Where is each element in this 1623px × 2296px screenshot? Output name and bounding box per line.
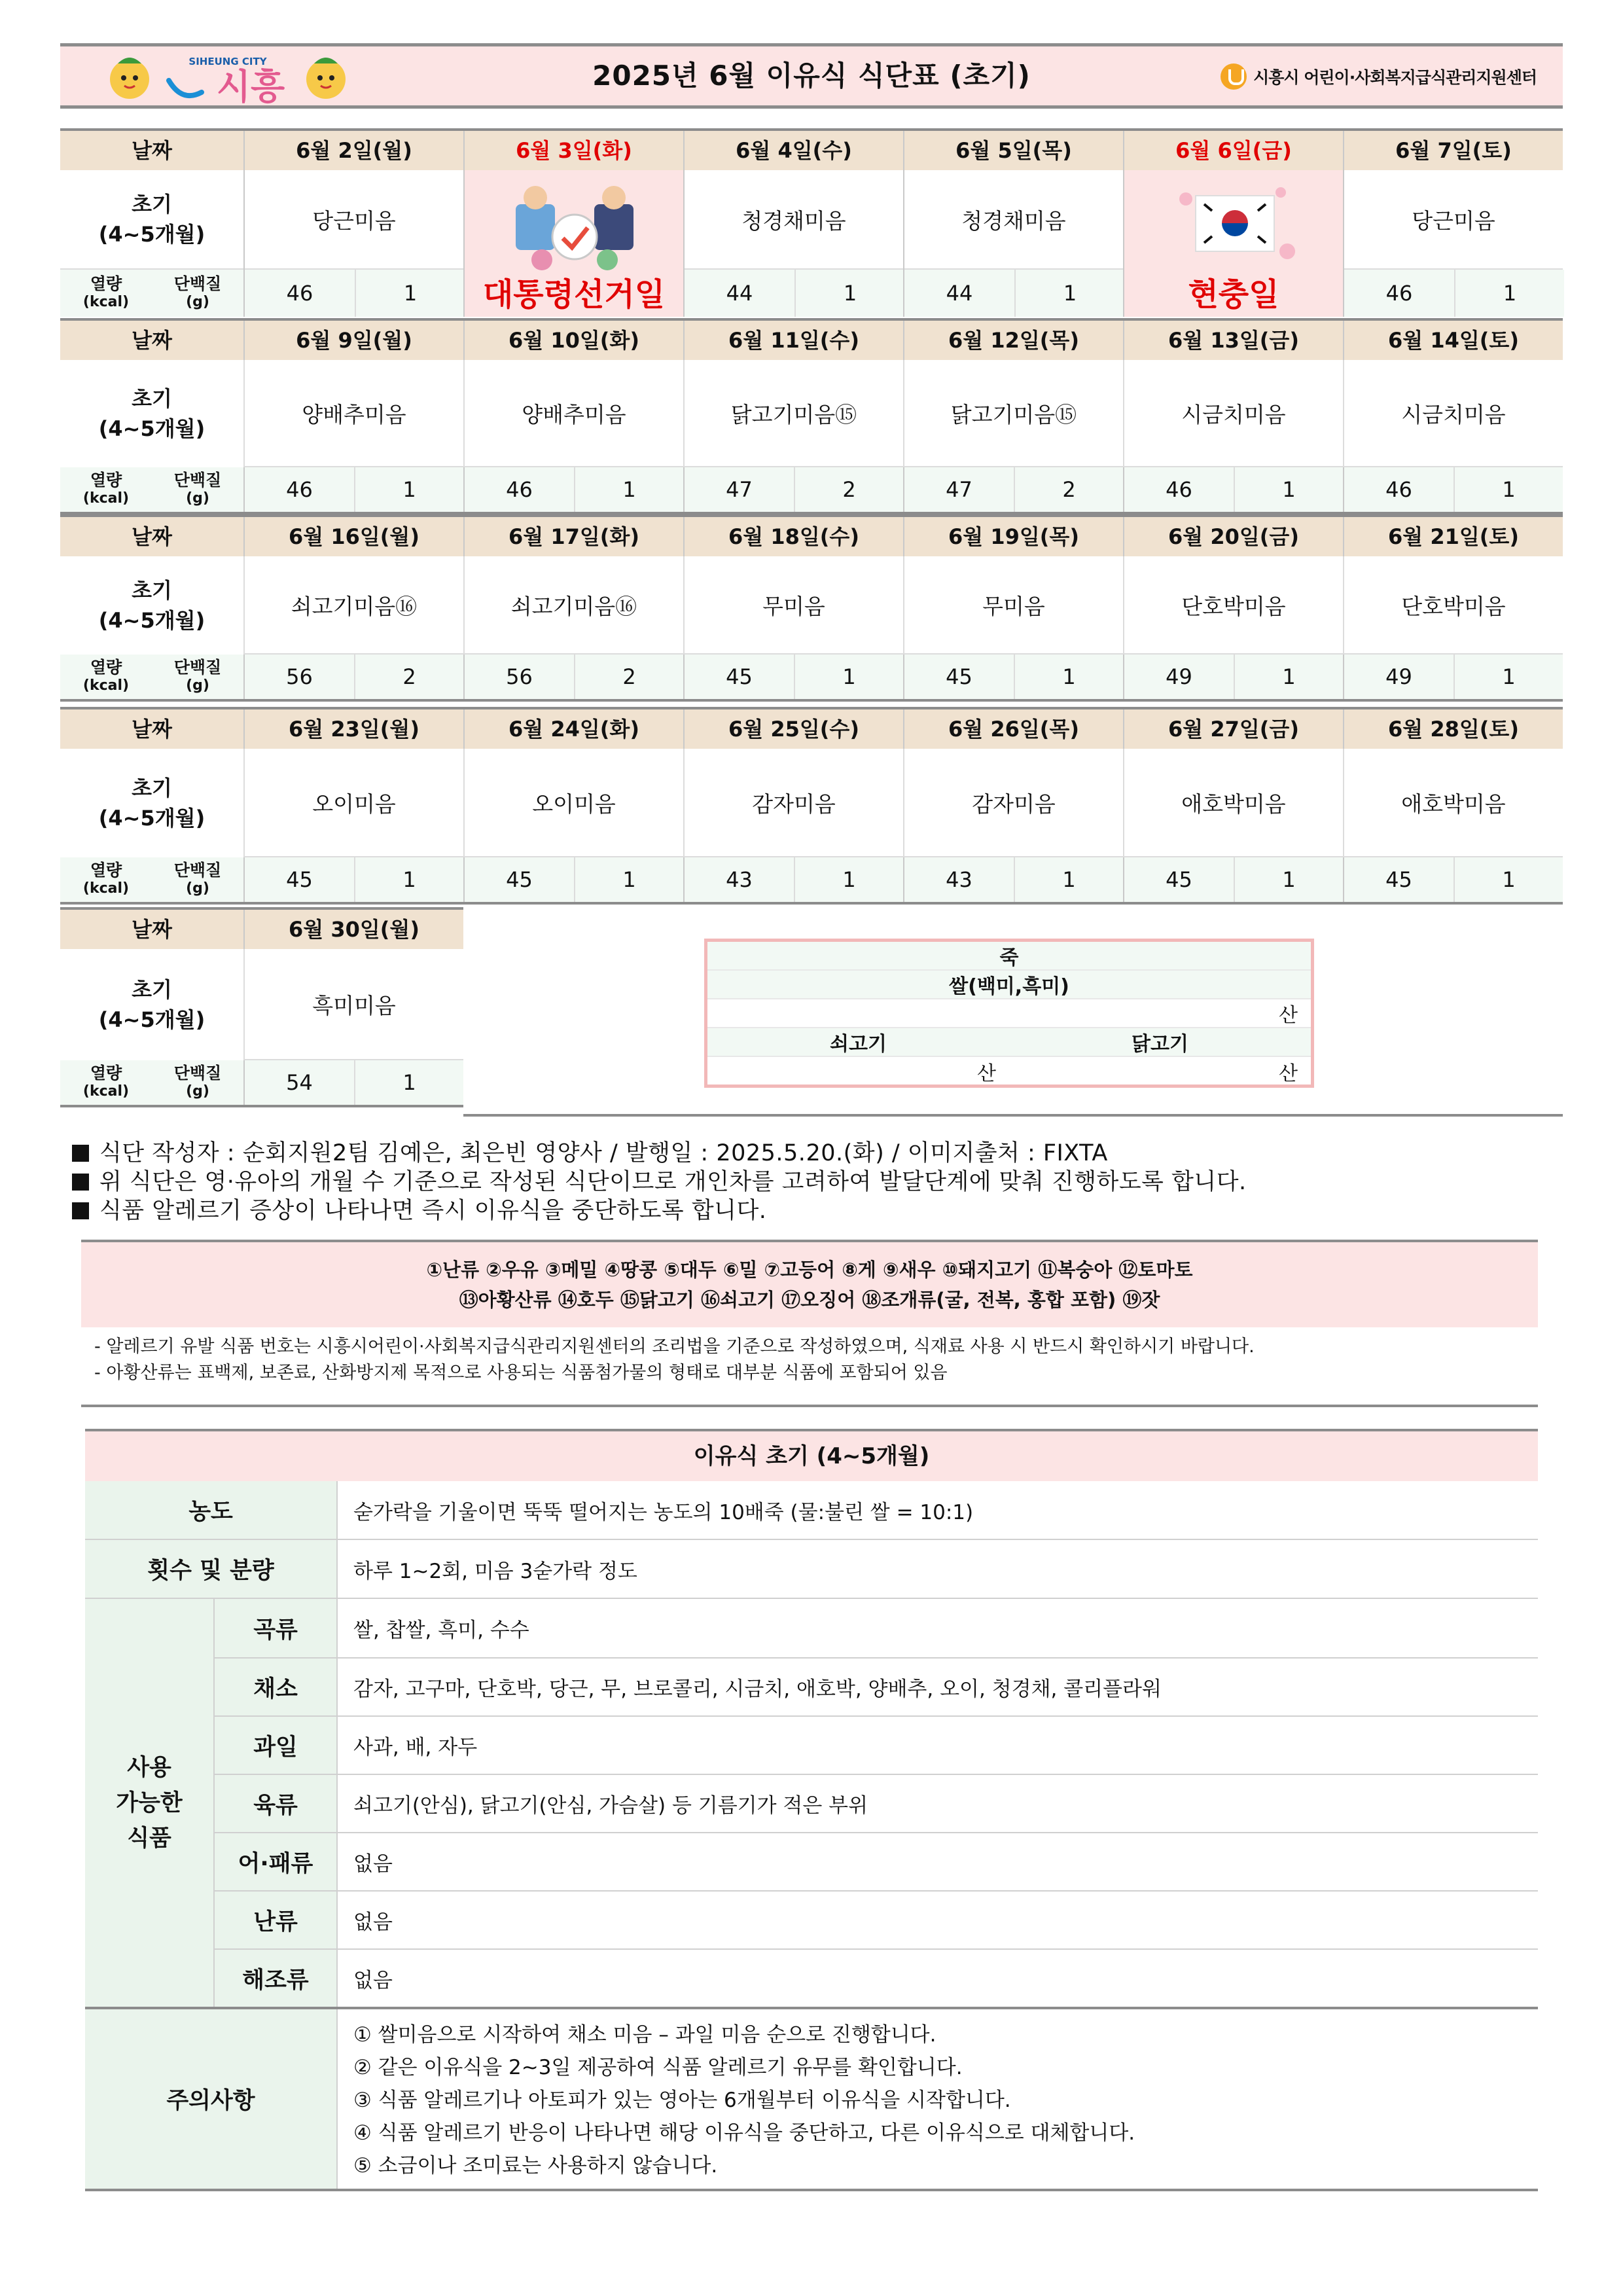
caution-label: 주의사항 (85, 2009, 336, 2189)
amount-value: 하루 1~2회, 미음 3숟가락 정도 (336, 1540, 1538, 1598)
weaning-guide-table (85, 1429, 1538, 2191)
food-category: 육류 (213, 1775, 336, 1832)
stage-label-line1: 초기 (132, 192, 172, 217)
korean-flag-illustration (1166, 179, 1304, 271)
protein-value: 1 (354, 467, 463, 512)
nutrition-values (903, 467, 1123, 512)
menu-item: 당근미음 (245, 170, 463, 270)
kcal-value: 46 (1385, 477, 1412, 502)
menu-item: 감자미음 (903, 749, 1123, 857)
food-value: 감자, 고구마, 단호박, 당근, 무, 브로콜리, 시금치, 애호박, 양배추, 오이, 청경채, 콜리플라워 (336, 1659, 1538, 1715)
food-row (213, 1657, 1538, 1715)
protein-value: 1 (794, 857, 903, 902)
square-bullet-icon (72, 1174, 89, 1191)
food-category: 채소 (213, 1659, 336, 1715)
day-cell (243, 170, 463, 317)
day-date: 6월 26일(목) (903, 709, 1123, 749)
food-category: 어·패류 (213, 1833, 336, 1890)
date-label: 날짜 (132, 524, 172, 549)
square-bullet-icon (72, 1202, 89, 1219)
org-logo-icon (1221, 63, 1247, 90)
juk-rice-origin: 산 (1279, 1004, 1298, 1027)
logo-name: 시흥 (216, 66, 285, 107)
food-value: 없음 (336, 1833, 1538, 1890)
nutrition-label (60, 655, 243, 699)
protein-value: 1 (1014, 655, 1123, 699)
juk-rice-origin-row (707, 999, 1311, 1028)
note-item: 식단 작성자 : 순회지원2팀 김예은, 최은빈 영양사 / 발행일 : 2025.5.20.(화) / 이미지출처 : FIXTA (72, 1139, 1564, 1168)
protein-value: 1 (794, 270, 904, 317)
date-label: 날짜 (132, 138, 172, 163)
kcal-value: 45 (1385, 867, 1412, 892)
menu-item: 단호박미음 (1123, 556, 1343, 655)
menu-and-nutrition-area (60, 170, 1563, 317)
week-1-table (60, 128, 1563, 317)
food-value: 없음 (336, 1892, 1538, 1948)
day-date: 6월 19일(목) (903, 517, 1123, 556)
amount-label: 횟수 및 분량 (85, 1540, 336, 1598)
kcal-value: 47 (726, 477, 753, 502)
protein-value: 1 (1454, 857, 1563, 902)
kcal-value: 49 (1385, 664, 1412, 689)
protein-value: 1 (354, 857, 463, 902)
protein-value: 1 (1454, 467, 1563, 512)
nutrition-values (243, 857, 463, 902)
nutrition-values (1343, 655, 1563, 699)
kcal-value: 43 (726, 867, 753, 892)
juk-beef-origin: 산 (977, 1062, 996, 1085)
kcal-value: 54 (286, 1070, 313, 1095)
nutrition-values (1123, 655, 1343, 699)
kcal-value: 45 (286, 867, 313, 892)
nutrition-values (243, 655, 463, 699)
nutrition-label (60, 270, 243, 317)
food-row (213, 1948, 1538, 2007)
nutrition-row (60, 1060, 463, 1107)
day-date: 6월 25일(수) (683, 709, 903, 749)
kcal-value: 43 (946, 867, 972, 892)
food-value: 쌀, 찹쌀, 흑미, 수수 (336, 1599, 1538, 1657)
date-label: 날짜 (132, 328, 172, 353)
menu-item: 무미음 (683, 556, 903, 655)
food-row (213, 1599, 1538, 1657)
menu-item: 오이미음 (243, 749, 463, 857)
day-date: 6월 13일(금) (1123, 321, 1343, 360)
holiday-cell-memorial (1123, 170, 1343, 317)
guide-title: 이유식 초기 (4~5개월) (85, 1429, 1538, 1481)
week-4-table (60, 707, 1563, 905)
menu-row (60, 556, 1563, 655)
caution-item: ④ 식품 알레르기 반응이 나타나면 해당 이유식을 중단하고, 다른 이유식으로 대체합니다. (353, 2121, 1135, 2145)
day-date: 6월 27일(금) (1123, 709, 1343, 749)
foods-label: 사용 가능한 식품 (85, 1599, 213, 2007)
day-date: 6월 11일(수) (683, 321, 903, 360)
day-date: 6월 30일(월) (243, 910, 463, 949)
consistency-value: 숟가락을 기울이면 뚝뚝 떨어지는 농도의 10배죽 (물:불린 쌀 = 10:1) (336, 1481, 1538, 1539)
holiday-cell-election (463, 170, 683, 317)
stage-label: 초기 (4~5개월) (98, 386, 205, 441)
stage-label: 초기 (4~5개월) (98, 776, 205, 831)
menu-item: 당근미음 (1344, 170, 1563, 270)
menu-item: 청경채미음 (685, 170, 903, 270)
kcal-label: 열량 (kcal) (82, 1064, 130, 1100)
protein-value: 1 (1234, 655, 1343, 699)
kcal-value: 46 (1385, 281, 1413, 306)
allergy-line-2: ⑬아황산류 ⑭호두 ⑮닭고기 ⑯쇠고기 ⑰오징어 ⑱조개류(굴, 전복, 홍합 포함) ⑲잣 (459, 1289, 1160, 1311)
food-category: 곡류 (213, 1599, 336, 1657)
protein-value: 2 (1014, 467, 1123, 512)
menu-item: 쇠고기미음⑯ (463, 556, 683, 655)
food-row (213, 1832, 1538, 1890)
menu-item: 애호박미음 (1123, 749, 1343, 857)
juk-rice: 쌀(백미,흑미) (949, 975, 1069, 998)
nutrition-label (60, 857, 243, 902)
nutrition-values (243, 467, 463, 512)
allergy-notes (81, 1327, 1538, 1386)
protein-value: 2 (574, 655, 683, 699)
allergy-note-2: - 아황산류는 표백제, 보존료, 산화방지제 목적으로 사용되는 식품첨가물의 형태로 대부분 식품에 포함되어 있음 (94, 1363, 948, 1383)
nutrition-values (903, 655, 1123, 699)
caution-item: ① 쌀미음으로 시작하여 채소 미음 – 과일 미음 순으로 진행합니다. (353, 2023, 936, 2047)
day-date: 6월 18일(수) (683, 517, 903, 556)
guide-caution-row (85, 2007, 1538, 2189)
protein-value: 1 (574, 857, 683, 902)
notes (72, 1139, 1564, 1225)
protein-label: 단백질 (g) (173, 658, 222, 694)
note-item: 위 식단은 영·유아의 개월 수 기준으로 작성된 식단이므로 개인차를 고려하여 발달단계에 맞춰 진행하도록 합니다. (72, 1168, 1564, 1196)
day-date: 6월 20일(금) (1123, 517, 1343, 556)
nutrition-label (60, 467, 243, 512)
day-date: 6월 23일(월) (243, 709, 463, 749)
protein-value: 1 (1234, 857, 1343, 902)
nutrition-values (1344, 270, 1564, 317)
date-row (60, 514, 1563, 556)
protein-value: 1 (794, 655, 903, 699)
week-2-table (60, 318, 1563, 514)
nutrition-values (1343, 857, 1563, 902)
protein-label: 단백질 (g) (173, 274, 222, 310)
stage-label: 초기 (4~5개월) (98, 578, 205, 633)
kcal-value: 45 (946, 664, 972, 689)
kcal-label: 열량 (kcal) (82, 861, 130, 897)
holiday-label: 대통령선거일 (482, 276, 666, 313)
food-row (213, 1715, 1538, 1774)
page-header (60, 43, 1563, 109)
day-date: 6월 12일(목) (903, 321, 1123, 360)
kcal-label: 열량 (kcal) (82, 471, 130, 507)
guide-foods-group (85, 1598, 1538, 2007)
protein-value: 1 (1234, 467, 1343, 512)
date-row (60, 128, 1563, 170)
juk-chicken: 닭고기 (1132, 1033, 1188, 1056)
nutrition-values (463, 655, 683, 699)
protein-label: 단백질 (g) (173, 471, 222, 507)
date-row (60, 707, 1563, 749)
day-date: 6월 24일(화) (463, 709, 683, 749)
nutrition-label (60, 1060, 243, 1105)
menu-item: 닭고기미음⑮ (903, 360, 1123, 467)
day-date: 6월 7일(토) (1343, 131, 1563, 170)
kcal-value: 44 (946, 281, 973, 306)
food-row (213, 1890, 1538, 1948)
menu-item: 오이미음 (463, 749, 683, 857)
day-date: 6월 14일(토) (1343, 321, 1563, 360)
caution-item: ⑤ 소금이나 조미료는 사용하지 않습니다. (353, 2154, 718, 2178)
consistency-label: 농도 (85, 1481, 336, 1539)
nutrition-values (683, 857, 903, 902)
day-date-holiday: 6월 6일(금) (1123, 131, 1343, 170)
kcal-value: 49 (1166, 664, 1192, 689)
nutrition-values (904, 270, 1124, 317)
nutrition-values (903, 857, 1123, 902)
kcal-value: 46 (286, 477, 313, 502)
note-item: 식품 알레르기 증상이 나타나면 즉시 이유식을 중단하도록 합니다. (72, 1196, 1564, 1225)
protein-value: 1 (574, 467, 683, 512)
menu-item: 무미음 (903, 556, 1123, 655)
menu-item: 단호박미음 (1343, 556, 1563, 655)
menu-item: 쇠고기미음⑯ (243, 556, 463, 655)
nutrition-values (243, 1060, 463, 1105)
nutrition-values (683, 467, 903, 512)
menu-row (60, 949, 463, 1060)
date-label: 날짜 (132, 917, 172, 942)
allergy-line-1: ①난류 ②우유 ③메밀 ④땅콩 ⑤대두 ⑥밀 ⑦고등어 ⑧게 ⑨새우 ⑩돼지고기 ⑪복숭아 ⑫토마토 (426, 1259, 1193, 1281)
guide-consistency-row (85, 1481, 1538, 1539)
allergy-note-1: - 알레르기 유발 식품 번호는 시흥시어린이·사회복지급식관리지원센터의 조리법을 기준으로 작성하였으며, 식재료 사용 시 반드시 확인하시기 바랍니다. (94, 1336, 1255, 1357)
day-date: 6월 21일(토) (1343, 517, 1563, 556)
menu-item: 양배추미음 (463, 360, 683, 467)
menu-item: 양배추미음 (243, 360, 463, 467)
stage-label-line2: (4~5개월) (98, 222, 205, 247)
kcal-value: 45 (726, 664, 753, 689)
protein-value: 1 (355, 270, 465, 317)
juk-origin-box (704, 939, 1314, 1088)
protein-value: 1 (1454, 655, 1563, 699)
kcal-value: 45 (1166, 867, 1192, 892)
menu-row (60, 360, 1563, 467)
date-row (60, 318, 1563, 360)
juk-title: 죽 (999, 946, 1019, 969)
kcal-value: 47 (946, 477, 972, 502)
nutrition-values (245, 270, 465, 317)
kcal-value: 44 (726, 281, 753, 306)
juk-beef: 쇠고기 (830, 1033, 887, 1056)
foods-rows (213, 1599, 1538, 2007)
nutrition-row (60, 655, 1563, 702)
week-3-table (60, 514, 1563, 702)
kcal-value: 46 (506, 477, 533, 502)
guide-amount-row (85, 1539, 1538, 1598)
nutrition-values (463, 857, 683, 902)
protein-value: 1 (1014, 857, 1123, 902)
protein-label: 단백질 (g) (173, 861, 222, 897)
nutrition-row (60, 467, 1563, 514)
caution-item: ② 같은 이유식을 2~3일 제공하여 식품 알레르기 유무를 확인합니다. (353, 2056, 963, 2079)
juk-meat-origin-row (707, 1057, 1311, 1086)
nutrition-values (463, 467, 683, 512)
menu-item: 닭고기미음⑮ (683, 360, 903, 467)
menu-item: 흑미미음 (243, 949, 463, 1060)
caution-item: ③ 식품 알레르기나 아토피가 있는 영아는 6개월부터 이유식을 시작합니다. (353, 2089, 1011, 2112)
day-date: 6월 2일(월) (243, 131, 463, 170)
kcal-value: 46 (286, 281, 313, 306)
allergy-section (81, 1240, 1538, 1407)
menu-row (60, 749, 1563, 857)
kcal-label: 열량 (kcal) (82, 658, 130, 694)
protein-value: 1 (354, 1060, 463, 1105)
protein-value: 1 (1454, 270, 1564, 317)
nutrition-values (1123, 467, 1343, 512)
nutrition-values (685, 270, 904, 317)
page-title: 2025년 6월 이유식 식단표 (초기) (592, 60, 1031, 92)
kcal-value: 56 (286, 664, 313, 689)
day-cell (903, 170, 1123, 317)
stage-label: 초기 (4~5개월) (98, 977, 205, 1032)
kcal-label: 열량 (kcal) (82, 274, 130, 310)
day-cell (683, 170, 903, 317)
day-date-holiday: 6월 3일(화) (463, 131, 683, 170)
menu-item: 애호박미음 (1343, 749, 1563, 857)
square-bullet-icon (72, 1145, 89, 1162)
week-5-table (60, 907, 463, 1107)
protein-value: 2 (794, 467, 903, 512)
food-row (213, 1774, 1538, 1832)
menu-item: 감자미음 (683, 749, 903, 857)
food-value: 사과, 배, 자두 (336, 1717, 1538, 1774)
protein-value: 1 (1014, 270, 1124, 317)
food-value: 없음 (336, 1950, 1538, 2007)
food-category: 해조류 (213, 1950, 336, 2007)
caution-list (336, 2009, 1538, 2189)
day-cell (1343, 170, 1563, 317)
day-date: 6월 16일(월) (243, 517, 463, 556)
allergy-list (81, 1242, 1538, 1327)
kcal-value: 45 (506, 867, 533, 892)
org-name-text: 시흥시 어린이·사회복지급식관리지원센터 (1253, 68, 1537, 87)
day-date: 6월 9일(월) (243, 321, 463, 360)
election-illustration (503, 178, 647, 276)
menu-item: 청경채미음 (904, 170, 1123, 270)
nutrition-row (60, 857, 1563, 905)
juk-meat-row (707, 1028, 1311, 1057)
menu-item: 시금치미음 (1343, 360, 1563, 467)
date-row (60, 907, 463, 949)
bottom-rule (463, 1114, 1563, 1117)
row-labels (60, 170, 243, 317)
day-date: 6월 10일(화) (463, 321, 683, 360)
logo-text: SIHEUNG CITY (188, 56, 267, 67)
nutrition-values (683, 655, 903, 699)
food-category: 난류 (213, 1892, 336, 1948)
food-category: 과일 (213, 1717, 336, 1774)
protein-label: 단백질 (g) (173, 1064, 222, 1100)
org-name (1221, 63, 1537, 90)
juk-title-row (707, 942, 1311, 971)
menu-item: 시금치미음 (1123, 360, 1343, 467)
kcal-value: 56 (506, 664, 533, 689)
nutrition-values (1123, 857, 1343, 902)
day-date: 6월 28일(토) (1343, 709, 1563, 749)
holiday-label: 현충일 (1188, 276, 1279, 313)
day-date: 6월 5일(목) (903, 131, 1123, 170)
kcal-value: 46 (1166, 477, 1192, 502)
day-date: 6월 17일(화) (463, 517, 683, 556)
nutrition-values (1343, 467, 1563, 512)
juk-chicken-origin: 산 (1279, 1062, 1298, 1085)
day-date: 6월 4일(수) (683, 131, 903, 170)
food-value: 쇠고기(안심), 닭고기(안심, 가슴살) 등 기름기가 적은 부위 (336, 1775, 1538, 1832)
protein-value: 2 (354, 655, 463, 699)
juk-rice-row (707, 971, 1311, 999)
stage-label (60, 170, 243, 270)
date-label: 날짜 (132, 717, 172, 742)
